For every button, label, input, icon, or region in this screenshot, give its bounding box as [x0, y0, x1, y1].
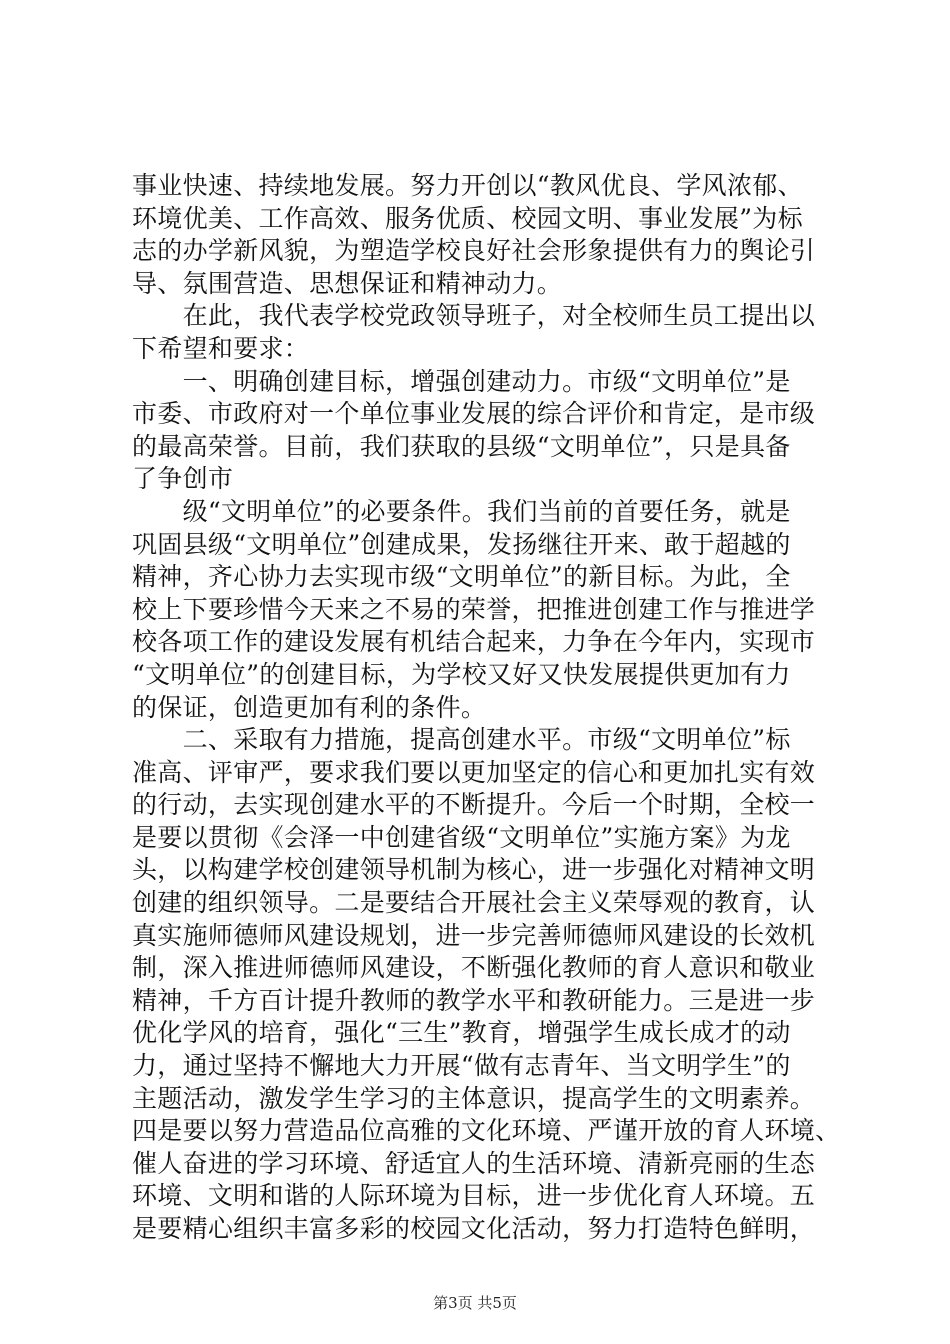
text-line: 创建的组织领导。二是要结合开展社会主义荣辱观的教育，认	[132, 888, 816, 918]
text-line: 催人奋进的学习环境、舒适宜人的生活环境、清新亮丽的生态	[132, 1148, 816, 1178]
text-line: 校上下要珍惜今天来之不易的荣誉，把推进创建工作与推进学	[132, 594, 816, 624]
text-line: 精神，千方百计提升教师的教学水平和教研能力。三是进一步	[132, 985, 816, 1015]
text-line: 一、明确创建目标，增强创建动力。市级“文明单位”是	[132, 366, 791, 396]
text-line: 优化学风的培育，强化“三生”教育，增强学生成长成才的动	[132, 1018, 791, 1048]
text-line: “文明单位”的创建目标，为学校又好又快发展提供更加有力	[132, 659, 791, 689]
text-line: 二、采取有力措施，提高创建水平。市级“文明单位”标	[132, 725, 791, 755]
text-line: 的最高荣誉。目前，我们获取的县级“文明单位”，只是具备	[132, 431, 791, 461]
text-line: 了争创市	[132, 464, 234, 494]
page-footer: 第3页 共5页	[433, 1294, 517, 1312]
text-line: 头，以构建学校创建领导机制为核心，进一步强化对精神文明	[132, 855, 816, 885]
body-text	[132, 170, 841, 1246]
text-line: 巩固县级“文明单位”创建成果，发扬继往开来、敢于超越的	[132, 529, 791, 559]
text-line: 精神，齐心协力去实现市级“文明单位”的新目标。为此，全	[132, 562, 791, 592]
text-line: 准高、评审严，要求我们要以更加坚定的信心和更加扎实有效	[132, 757, 816, 787]
text-line: 环境优美、工作高效、服务优质、校园文明、事业发展”为标	[132, 203, 803, 233]
text-line: 制，深入推进师德师风建设，不断强化教师的育人意识和敬业	[132, 953, 816, 983]
text-line: 志的办学新风貌，为塑造学校良好社会形象提供有力的舆论引	[132, 236, 816, 266]
text-line: 四是要以努力营造品位高雅的文化环境、严谨开放的育人环境、	[132, 1116, 841, 1146]
text-line: 力，通过坚持不懈地大力开展“做有志青年、当文明学生”的	[132, 1051, 791, 1081]
text-line: 的行动，去实现创建水平的不断提升。今后一个时期，全校一	[132, 790, 816, 820]
text-line: 环境、文明和谐的人际环境为目标，进一步优化育人环境。五	[132, 1181, 816, 1211]
text-line: 真实施师德师风建设规划，进一步完善师德师风建设的长效机	[132, 920, 816, 950]
text-line: 在此，我代表学校党政领导班子，对全校师生员工提出以	[132, 301, 816, 331]
text-line: 的保证，创造更加有利的条件。	[132, 692, 487, 722]
text-line: 事业快速、持续地发展。努力开创以“教风优良、学风浓郁、	[132, 171, 803, 200]
text-line: 是要精心组织丰富多彩的校园文化活动，努力打造特色鲜明，	[132, 1214, 816, 1243]
text-line: 市委、市政府对一个单位事业发展的综合评价和肯定，是市级	[132, 399, 816, 429]
text-line: 主题活动，激发学生学习的主体意识，提高学生的文明素养。	[132, 1083, 816, 1113]
text-line: 级“文明单位”的必要条件。我们当前的首要任务，就是	[132, 496, 791, 526]
text-line: 下希望和要求：	[132, 333, 310, 363]
text-line: 导、氛围营造、思想保证和精神动力。	[132, 268, 563, 298]
text-line: 是要以贯彻《会泽一中创建省级“文明单位”实施方案》为龙	[132, 822, 791, 852]
text-line: 校各项工作的建设发展有机结合起来，力争在今年内，实现市	[132, 627, 816, 657]
